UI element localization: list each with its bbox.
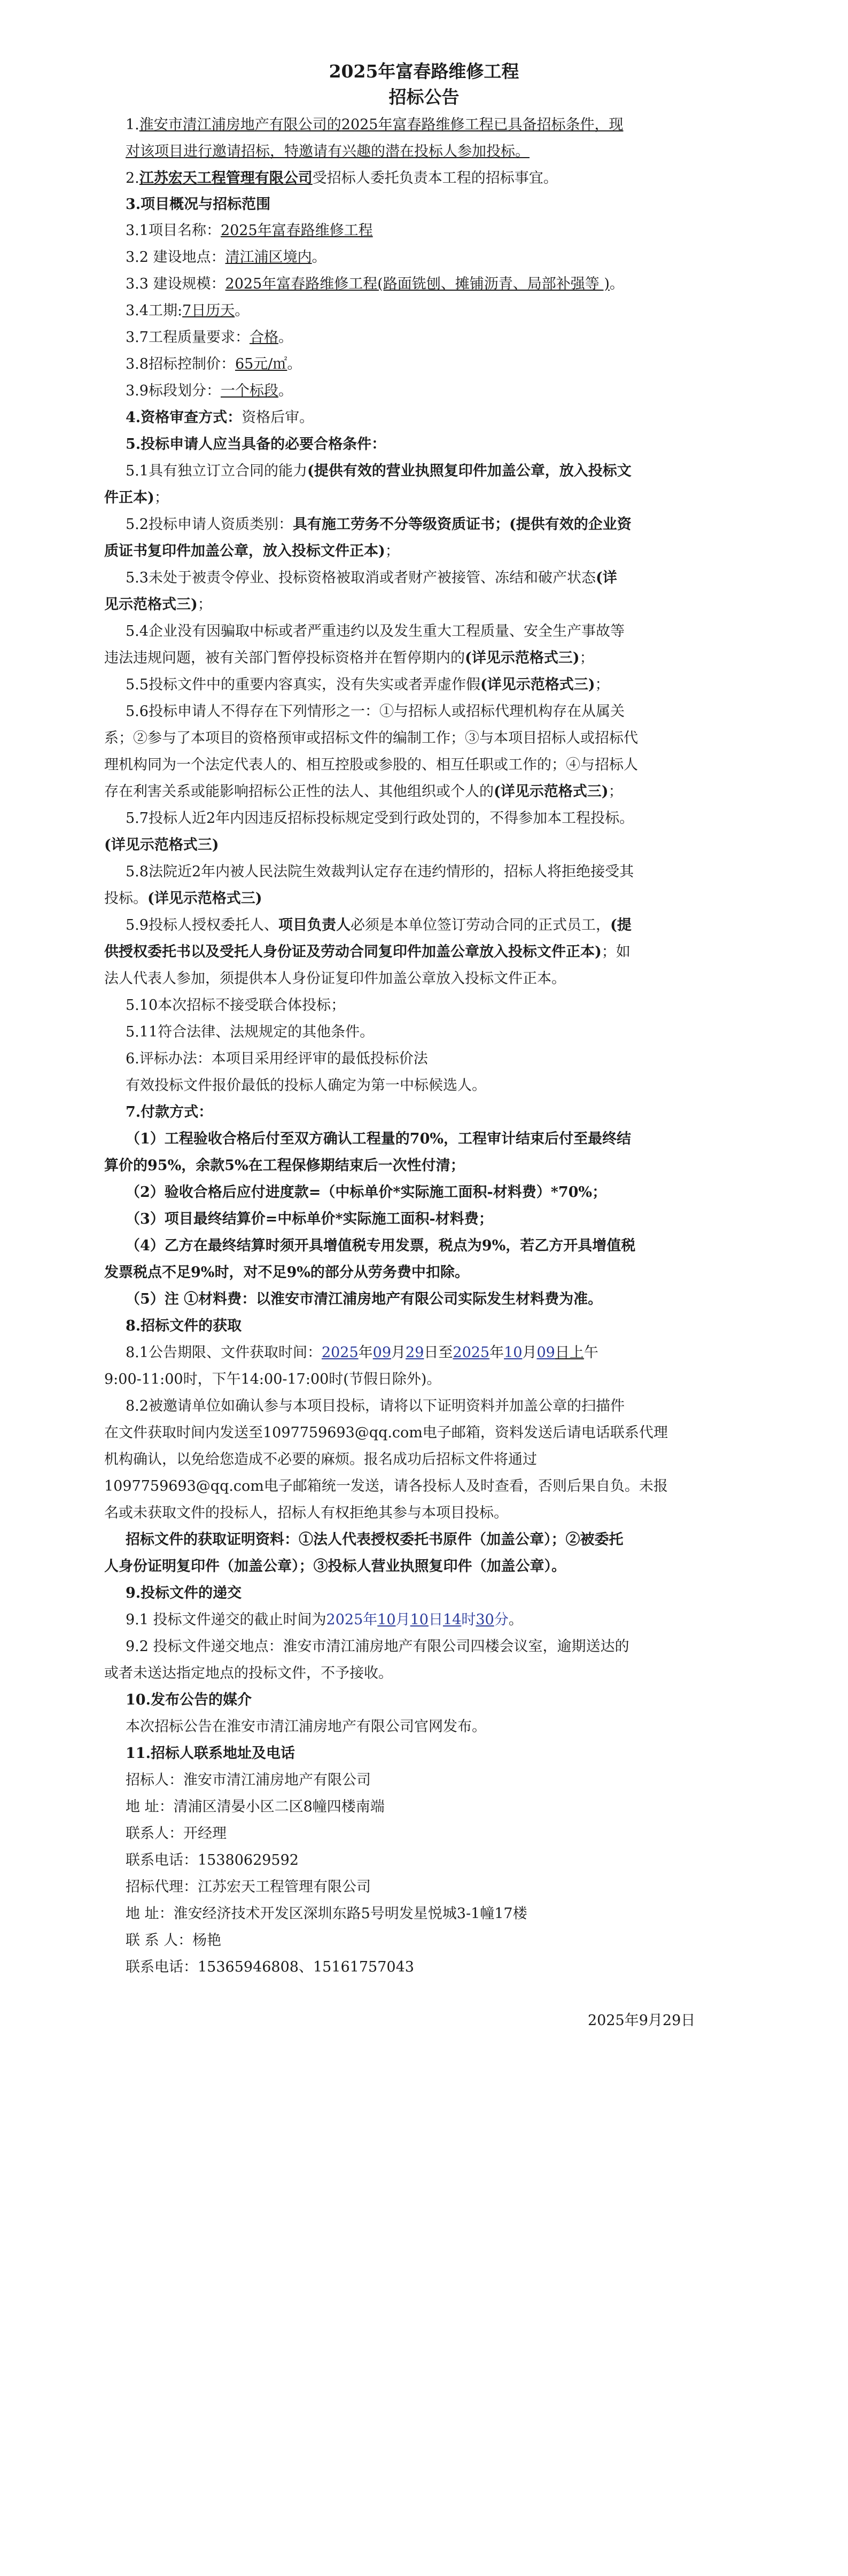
item-5-6-line-1: 5.6投标申请人不得存在下列情形之一：①与招标人或招标代理机构存在从属关 xyxy=(126,703,625,720)
contact-line: 联系人：开经理 xyxy=(126,1825,227,1842)
section-10-text: 本次招标公告在淮安市清江浦房地产有限公司官网发布。 xyxy=(126,1718,486,1735)
item-5-11: 5.11符合法律、法规规定的其他条件。 xyxy=(126,1024,375,1040)
item-3-9: 3.9标段划分：一个标段。 xyxy=(126,383,293,399)
section-11-heading: 11.招标人联系地址及电话 xyxy=(126,1745,295,1762)
contact-line: 地 址：清浦区清晏小区二区8幢四楼南端 xyxy=(126,1799,385,1815)
section-9-heading: 9.投标文件的递交 xyxy=(126,1585,242,1601)
section-4: 4.资格审查方式：资格后审。 xyxy=(126,409,314,426)
item-8-1-line-2: 9:00-11:00时，下午14:00-17:00时(节假日除外)。 xyxy=(104,1371,441,1388)
item-5-5: 5.5投标文件中的重要内容真实，没有失实或者弄虚作假(详见示范格式三)； xyxy=(126,676,610,693)
item-7-4-line-2: 发票税点不足9%时，对不足9%的部分从劳务费中扣除。 xyxy=(104,1264,469,1281)
item-7-4-line-1: （4）乙方在最终结算时须开具增值税专用发票，税点为9%，若乙方开具增值税 xyxy=(126,1238,636,1254)
item-5-7-line-2: (详见示范格式三) xyxy=(104,837,219,853)
item-5-2-line-1: 5.2投标申请人资质类别：具有施工劳务不分等级资质证书；(提供有效的企业资 xyxy=(126,516,632,533)
item-7-2: （2）验收合格后应付进度款=（中标单价*实际施工面积-材料费）*70%； xyxy=(126,1184,607,1201)
contact-line: 联 系 人：杨艳 xyxy=(126,1932,222,1949)
section-2: 2.江苏宏天工程管理有限公司受招标人委托负责本工程的招标事宜。 xyxy=(126,170,558,186)
item-3-3: 3.3 建设规模：2025年富春路维修工程(路面铣刨、摊铺沥青、局部补强等 )。 xyxy=(126,276,624,292)
section-1-line-1: 1.淮安市清江浦房地产有限公司的2025年富春路维修工程已具备招标条件，现 xyxy=(126,116,624,133)
item-8-2-line-2: 在文件获取时间内发送至1097759693@qq.com电子邮箱，资料发送后请电话联系代理 xyxy=(104,1425,668,1441)
item-5-7-line-1: 5.7投标人近2年内因违反招标投标规定受到行政处罚的，不得参加本工程投标。 xyxy=(126,810,634,827)
item-8-2-line-1: 8.2被邀请单位如确认参与本项目投标，请将以下证明资料并加盖公章的扫描件 xyxy=(126,1398,625,1414)
item-9-2-line-1: 9.2 投标文件递交地点：淮安市清江浦房地产有限公司四楼会议室，逾期送达的 xyxy=(126,1638,629,1655)
item-5-1-line-2: 件正本)； xyxy=(104,489,169,506)
contact-line: 招标代理：江苏宏天工程管理有限公司 xyxy=(126,1879,371,1895)
item-5-9-line-1: 5.9投标人授权委托人、项目负责人必须是本单位签订劳动合同的正式员工，(提 xyxy=(126,917,632,933)
item-3-7: 3.7工程质量要求：合格。 xyxy=(126,329,293,346)
item-7-5: （5）注 ①材料费：以淮安市清江浦房地产有限公司实际发生材料费为准。 xyxy=(126,1291,603,1308)
item-9-2-line-2: 或者未送达指定地点的投标文件，不予接收。 xyxy=(104,1665,393,1682)
section-1-line-2: 对该项目进行邀请招标，特邀请有兴趣的潜在投标人参加投标。 xyxy=(126,143,530,160)
section-8-heading: 8.招标文件的获取 xyxy=(126,1318,242,1334)
item-5-9-line-3: 法人代表人参加，须提供本人身份证复印件加盖公章放入投标文件正本。 xyxy=(104,970,566,987)
item-8-3-line-1: 招标文件的获取证明资料：①法人代表授权委托书原件（加盖公章）；②被委托 xyxy=(126,1531,624,1548)
item-3-1: 3.1项目名称：2025年富春路维修工程 xyxy=(126,222,373,239)
item-5-3-line-1: 5.3未处于被责令停业、投标资格被取消或者财产被接管、冻结和破产状态(详 xyxy=(126,570,617,586)
item-5-1-line-1: 5.1具有独立订立合同的能力(提供有效的营业执照复印件加盖公章，放入投标文 xyxy=(126,463,632,479)
section-10-heading: 10.发布公告的媒介 xyxy=(126,1692,252,1708)
contact-line: 联系电话：15380629592 xyxy=(126,1852,299,1869)
item-5-8-line-2: 投标。(详见示范格式三) xyxy=(104,890,262,907)
item-8-1-line-1: 8.1公告期限、文件获取时间：2025年09月29日至2025年10月09日上午 xyxy=(126,1344,598,1361)
section-5-heading: 5.投标申请人应当具备的必要合格条件： xyxy=(126,436,386,453)
item-8-2-line-4: 1097759693@qq.com电子邮箱统一发送，请各投标人及时查看，否则后果自负。未报 xyxy=(104,1478,668,1495)
item-5-3-line-2: 见示范格式三)； xyxy=(104,596,212,613)
contact-line: 地 址：淮安经济技术开发区深圳东路5号明发星悦城3-1幢17楼 xyxy=(126,1905,527,1922)
contact-line: 联系电话：15365946808、15161757043 xyxy=(126,1959,414,1975)
item-5-4-line-2: 违法违规问题，被有关部门暂停投标资格并在暂停期内的(详见示范格式三)； xyxy=(104,650,594,666)
item-8-2-line-5: 名或未获取文件的投标人，招标人有权拒绝其参与本项目投标。 xyxy=(104,1505,508,1521)
document-title: 2025年富春路维修工程 xyxy=(329,61,519,82)
item-7-1-line-2: 算价的95%，余款5%在工程保修期结束后一次性付清； xyxy=(104,1157,465,1174)
section-3-heading: 3.项目概况与招标范围 xyxy=(126,196,271,213)
item-8-3-line-2: 人身份证明复印件（加盖公章）；③投标人营业执照复印件（加盖公章）。 xyxy=(104,1558,566,1575)
section-7-heading: 7.付款方式： xyxy=(126,1104,213,1120)
item-3-4: 3.4工期:7日历天。 xyxy=(126,302,250,319)
section-6: 6.评标办法：本项目采用经评审的最低投标价法 xyxy=(126,1050,428,1067)
item-3-2: 3.2 建设地点：清江浦区境内。 xyxy=(126,249,326,266)
contact-line: 招标人：淮安市清江浦房地产有限公司 xyxy=(126,1772,371,1788)
item-7-1-line-1: （1）工程验收合格后付至双方确认工程量的70%，工程审计结束后付至最终结 xyxy=(126,1131,632,1147)
item-7-3: （3）项目最终结算价=中标单价*实际施工面积-材料费； xyxy=(126,1211,493,1227)
item-5-9-line-2: 供授权委托书以及受托人身份证及劳动合同复印件加盖公章放入投标文件正本)；如 xyxy=(104,944,631,960)
item-5-6-line-2: 系；②参与了本项目的资格预审或招标文件的编制工作；③与本项目招标人或招标代 xyxy=(104,730,638,746)
section-6-detail: 有效投标文件报价最低的投标人确定为第一中标候选人。 xyxy=(126,1077,486,1094)
item-5-2-line-2: 质证书复印件加盖公章，放入投标文件正本)； xyxy=(104,543,400,559)
announcement-date: 2025年9月29日 xyxy=(588,2012,696,2029)
item-5-10: 5.10本次招标不接受联合体投标； xyxy=(126,997,346,1014)
item-5-4-line-1: 5.4企业没有因骗取中标或者严重违约以及发生重大工程质量、安全生产事故等 xyxy=(126,623,625,640)
item-5-6-line-3: 理机构同为一个法定代表人的、相互控股或参股的、相互任职或工作的；④与招标人 xyxy=(104,757,638,773)
item-9-1: 9.1 投标文件递交的截止时间为2025年10月10日14时30分。 xyxy=(126,1612,523,1628)
item-3-8: 3.8招标控制价：65元/㎡。 xyxy=(126,356,302,372)
document-subtitle: 招标公告 xyxy=(388,87,460,107)
item-8-2-line-3: 机构确认，以免给您造成不必要的麻烦。报名成功后招标文件将通过 xyxy=(104,1451,537,1468)
item-5-6-line-4: 存在利害关系或能影响招标公正性的法人、其他组织或个人的(详见示范格式三)； xyxy=(104,783,623,800)
item-5-8-line-1: 5.8法院近2年内被人民法院生效裁判认定存在违约情形的，招标人将拒绝接受其 xyxy=(126,863,634,880)
